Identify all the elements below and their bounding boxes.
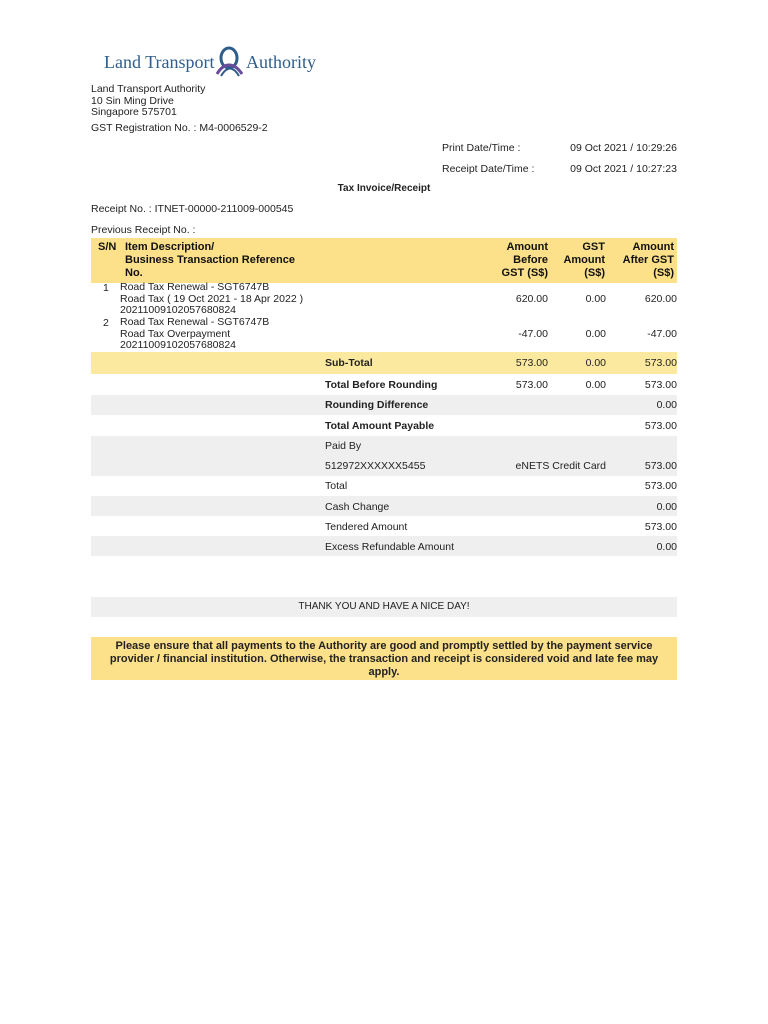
card-type: eNETS Credit Card	[515, 460, 606, 472]
header-desc-3: No.	[125, 267, 143, 279]
total-label: Total	[325, 480, 348, 492]
total-value: 573.00	[644, 480, 677, 492]
logo-text-left: Land Transport	[104, 52, 215, 72]
item-desc-line: Road Tax ( 19 Oct 2021 - 18 Apr 2022 )	[120, 292, 304, 305]
rounding-difference-value: 0.00	[656, 399, 677, 411]
print-date-label: Print Date/Time :	[442, 142, 521, 154]
total-before-rounding-label: Total Before Rounding	[325, 379, 438, 391]
company-city: Singapore 575701	[91, 106, 177, 118]
cash-change-row	[91, 496, 677, 516]
item-description	[120, 317, 269, 352]
total-amount-payable-label: Total Amount Payable	[325, 420, 435, 432]
table-row	[91, 317, 677, 352]
logo-text-right: Authority	[246, 52, 316, 72]
subtotal-row	[91, 352, 677, 374]
cash-change-value: 0.00	[656, 501, 677, 513]
item-desc-line: Road Tax Renewal - SGT6747B	[120, 281, 270, 293]
total-before-rounding-after: 573.00	[644, 379, 677, 391]
table-header	[91, 238, 677, 283]
total-amount-payable-value: 573.00	[644, 420, 677, 432]
tendered-amount-row	[91, 516, 677, 536]
header-sn: S/N	[98, 241, 117, 253]
company-name: Land Transport Authority	[91, 83, 206, 95]
header-after-2: After GST	[622, 254, 674, 266]
total-before-rounding-row	[91, 374, 677, 394]
cash-change-label: Cash Change	[325, 501, 390, 513]
payment-notice-text: Please ensure that all payments to the Authority are good and promptly settled by the payment service provider / financial institution. Otherwise, the transaction and receipt is considered void and late fee may apply.	[109, 640, 659, 678]
total-before-rounding-gst: 0.00	[585, 379, 606, 391]
rounding-difference-label: Rounding Difference	[325, 399, 429, 411]
subtotal-gst: 0.00	[585, 357, 606, 369]
receipt-date-label: Receipt Date/Time :	[442, 163, 535, 175]
header-amount-3: GST (S$)	[501, 267, 548, 279]
paid-by-row	[91, 436, 677, 476]
item-desc-line: 20211009102057680824	[120, 339, 237, 351]
total-amount-payable-row	[91, 415, 677, 435]
header-amount-2: Before	[513, 254, 548, 266]
excess-refundable-row	[91, 536, 677, 556]
item-amount-after: -47.00	[647, 328, 677, 340]
item-gst: 0.00	[585, 293, 606, 305]
previous-receipt-number: Previous Receipt No. :	[91, 224, 196, 236]
receipt-date-value: 09 Oct 2021 / 10:27:23	[570, 163, 677, 175]
header-desc-1: Item Description/	[125, 241, 215, 253]
rounding-difference-row	[91, 395, 677, 415]
subtotal-before: 573.00	[515, 357, 548, 369]
item-description	[120, 282, 303, 317]
thank-you-message: THANK YOU AND HAVE A NICE DAY!	[91, 597, 677, 617]
header-desc-2: Business Transaction Reference	[125, 254, 295, 266]
excess-refundable-value: 0.00	[656, 541, 677, 553]
company-address	[91, 84, 205, 119]
item-desc-line: Road Tax Renewal - SGT6747B	[120, 316, 270, 328]
company-street: 10 Sin Ming Drive	[91, 94, 174, 107]
item-desc-line: Road Tax Overpayment	[120, 327, 231, 340]
item-sn: 1	[103, 282, 109, 294]
subtotal-after: 573.00	[644, 357, 677, 369]
item-sn: 2	[103, 317, 109, 329]
lta-emblem-icon	[212, 44, 246, 78]
header-after-3: (S$)	[653, 267, 674, 279]
header-gst-3: (S$)	[584, 267, 605, 279]
item-desc-line: 20211009102057680824	[120, 304, 237, 316]
payment-notice	[91, 637, 677, 680]
total-before-rounding-before: 573.00	[515, 379, 548, 391]
table-row	[91, 282, 677, 317]
document-title: Tax Invoice/Receipt	[337, 183, 431, 194]
header-amount-1: Amount	[506, 241, 548, 253]
tendered-amount-label: Tendered Amount	[325, 521, 408, 533]
header-gst-1: GST	[582, 241, 605, 253]
subtotal-label: Sub-Total	[325, 357, 373, 369]
card-number: 512972XXXXXX5455	[325, 460, 426, 472]
paid-by-label: Paid By	[325, 440, 362, 452]
header-after-1: Amount	[632, 241, 674, 253]
excess-refundable-label: Excess Refundable Amount	[325, 541, 454, 553]
receipt-number: Receipt No. : ITNET-00000-211009-000545	[91, 203, 294, 215]
item-gst: 0.00	[585, 328, 606, 340]
card-amount: 573.00	[644, 460, 677, 472]
item-amount-after: 620.00	[644, 293, 677, 305]
item-amount-before: 620.00	[515, 293, 548, 305]
item-amount-before: -47.00	[518, 328, 548, 340]
tendered-amount-value: 573.00	[644, 521, 677, 533]
lta-logo	[104, 44, 324, 80]
gst-registration: GST Registration No. : M4-0006529-2	[91, 122, 268, 134]
header-gst-2: Amount	[563, 254, 605, 266]
print-date-value: 09 Oct 2021 / 10:29:26	[570, 142, 677, 154]
total-row	[91, 476, 677, 496]
